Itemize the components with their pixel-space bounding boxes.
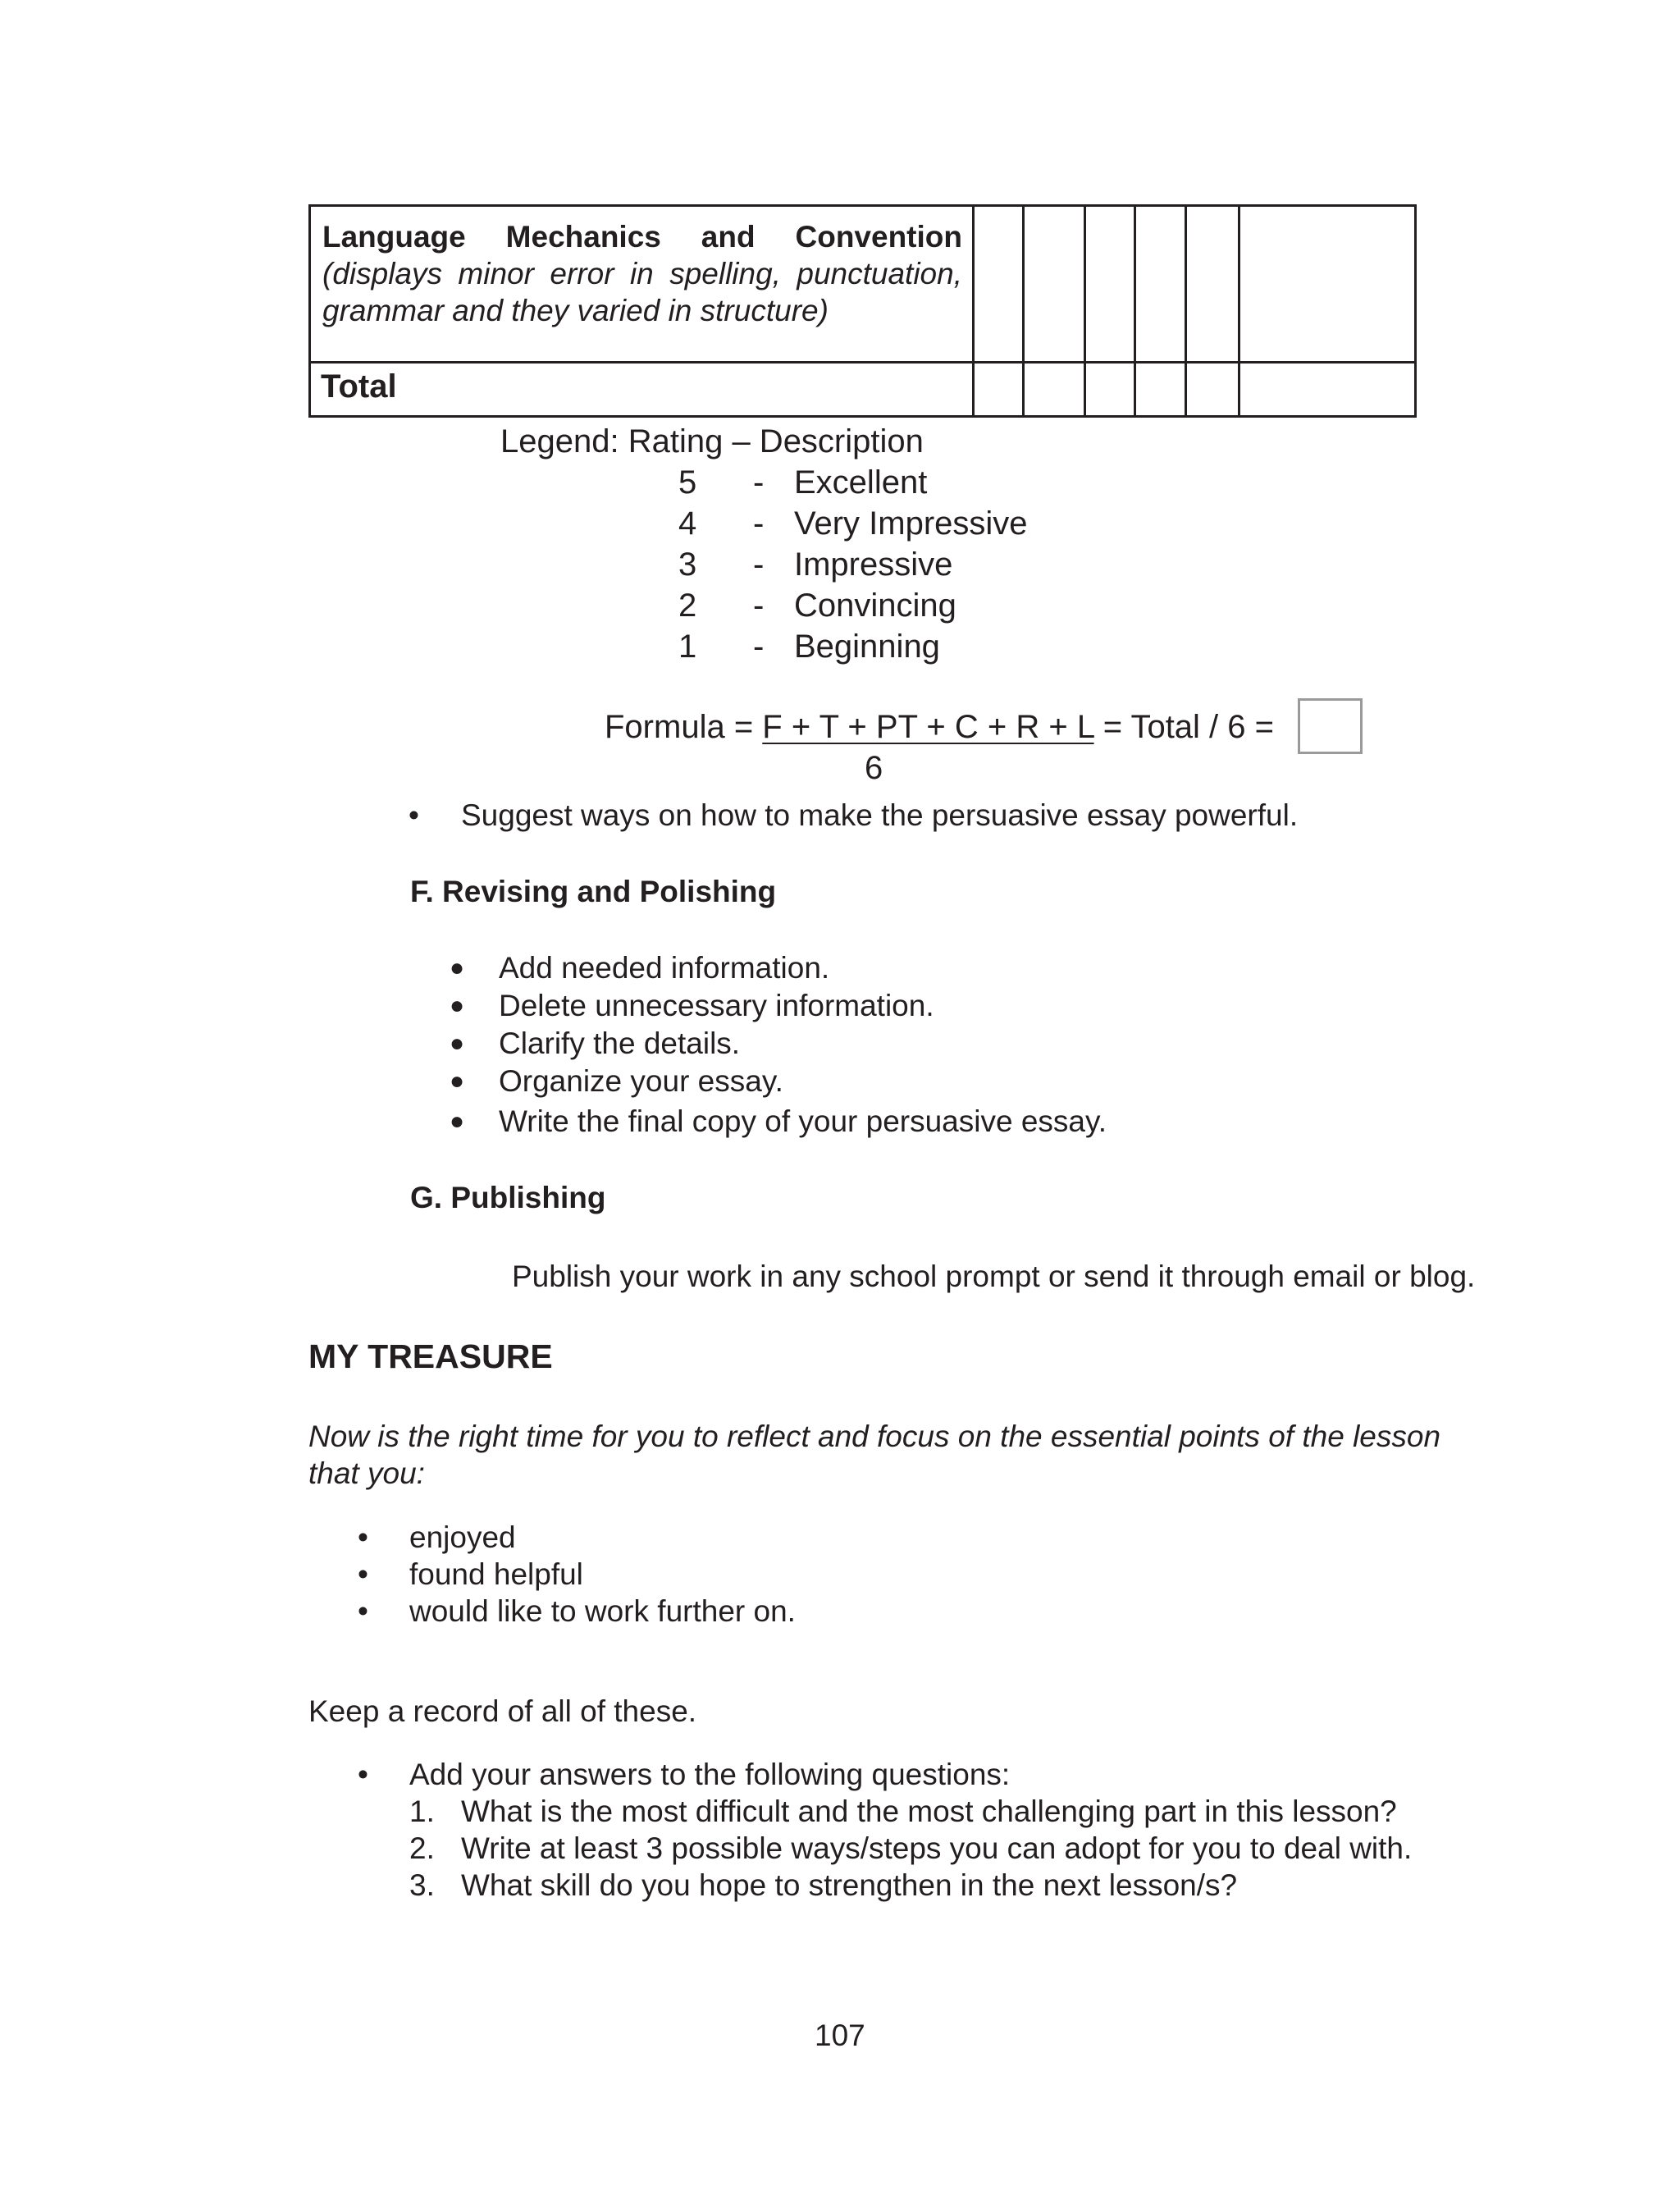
bullet-icon: • <box>358 1557 368 1591</box>
bullet-icon: ● <box>450 1108 465 1135</box>
legend-rating: 1 <box>678 629 697 665</box>
question-text: What skill do you hope to strengthen in the next lesson/s? <box>461 1868 1238 1902</box>
formula-denominator: 6 <box>865 750 883 786</box>
total-score-cell[interactable] <box>1085 363 1135 417</box>
treasure-intro-line1: Now is the right time for you to reflect and focus on the essential points of the lesson <box>308 1420 1441 1453</box>
legend-dash: - <box>753 505 765 542</box>
score-cell[interactable] <box>974 206 1024 363</box>
legend-dash: - <box>753 464 765 501</box>
formula-numerator: F + T + PT + C + R + L <box>762 709 1094 745</box>
legend-rating: 2 <box>678 588 697 624</box>
question-text: What is the most difficult and the most challenging part in this lesson? <box>461 1795 1397 1828</box>
treasure-intro-line2: that you: <box>308 1456 425 1490</box>
section-f-heading: F. Revising and Polishing <box>410 875 777 908</box>
score-cell[interactable] <box>1239 206 1416 363</box>
list-item: ● Clarify the details. <box>499 1025 1107 1063</box>
score-cell[interactable] <box>1135 206 1186 363</box>
criterion-description: (displays minor error in spelling, punctuation, grammar and they varied in structure) <box>322 257 962 327</box>
bullet-icon: • <box>358 1520 368 1554</box>
list-item: ● Add needed information. <box>499 949 1107 987</box>
bullet-icon: • <box>358 1594 368 1628</box>
score-cell[interactable] <box>1085 206 1135 363</box>
formula-suffix: = Total / 6 = <box>1093 709 1274 745</box>
total-score-cell[interactable] <box>974 363 1024 417</box>
formula-answer-box[interactable] <box>1298 698 1363 754</box>
legend-description: Convincing <box>794 588 956 624</box>
list-item: ● Organize your essay. <box>499 1063 1107 1100</box>
legend-description: Beginning <box>794 629 940 665</box>
legend-row <box>0 464 1680 505</box>
score-cell[interactable] <box>1024 206 1085 363</box>
section-f-list <box>450 949 1107 1141</box>
bullet-icon: • <box>409 798 419 832</box>
total-score-cell[interactable] <box>1024 363 1085 417</box>
bullet-icon: ● <box>450 1030 465 1057</box>
score-cell[interactable] <box>1186 206 1239 363</box>
legend-description: Excellent <box>794 464 928 501</box>
bullet-icon: ● <box>450 1068 465 1095</box>
criterion-title: Language Mechanics and Convention <box>322 220 962 254</box>
treasure-item: would like to work further on. <box>409 1594 796 1628</box>
legend-row <box>0 588 1680 629</box>
keep-record-text: Keep a record of all of these. <box>308 1694 697 1728</box>
question-number: 2. <box>409 1831 435 1865</box>
suggest-text: Suggest ways on how to make the persuasive essay powerful. <box>461 798 1299 832</box>
legend-rating: 4 <box>678 505 697 542</box>
legend-rating: 5 <box>678 464 697 501</box>
legend-row <box>0 505 1680 546</box>
rubric-row-language-mechanics <box>310 206 1416 363</box>
list-item: ● Write the final copy of your persuasive essay. <box>499 1103 1107 1141</box>
rubric-row-total <box>310 363 1416 417</box>
bullet-icon: • <box>358 1758 368 1791</box>
section-g-text: Publish your work in any school prompt or send it through email or blog. <box>512 1260 1476 1293</box>
question-text: Write at least 3 possible ways/steps you can adopt for you to deal with. <box>461 1831 1413 1865</box>
bullet-icon: ● <box>450 954 465 981</box>
treasure-item: found helpful <box>409 1557 583 1591</box>
bullet-icon: ● <box>450 992 465 1019</box>
legend-row <box>0 629 1680 670</box>
legend-dash: - <box>753 629 765 665</box>
legend-rating: 3 <box>678 546 697 583</box>
total-score-cell[interactable] <box>1135 363 1186 417</box>
total-label: Total <box>310 363 974 417</box>
my-treasure-title: MY TREASURE <box>308 1337 553 1375</box>
legend-dash: - <box>753 588 765 624</box>
treasure-item: enjoyed <box>409 1520 516 1554</box>
rubric-table <box>308 204 1417 418</box>
legend-heading: Legend: Rating – Description <box>500 423 924 459</box>
question-number: 1. <box>409 1795 435 1828</box>
questions-intro: Add your answers to the following questions: <box>409 1758 1011 1791</box>
total-score-cell[interactable] <box>1186 363 1239 417</box>
page-number: 107 <box>815 2019 865 2052</box>
legend-dash: - <box>753 546 765 583</box>
legend-description: Impressive <box>794 546 953 583</box>
question-number: 3. <box>409 1868 435 1902</box>
legend-row <box>0 546 1680 588</box>
list-item: ● Delete unnecessary information. <box>499 987 1107 1025</box>
criterion-cell <box>310 206 974 363</box>
formula <box>605 709 1274 746</box>
section-g-heading: G. Publishing <box>410 1181 606 1214</box>
total-score-cell[interactable] <box>1239 363 1416 417</box>
legend-description: Very Impressive <box>794 505 1028 542</box>
formula-prefix: Formula = <box>605 709 763 745</box>
